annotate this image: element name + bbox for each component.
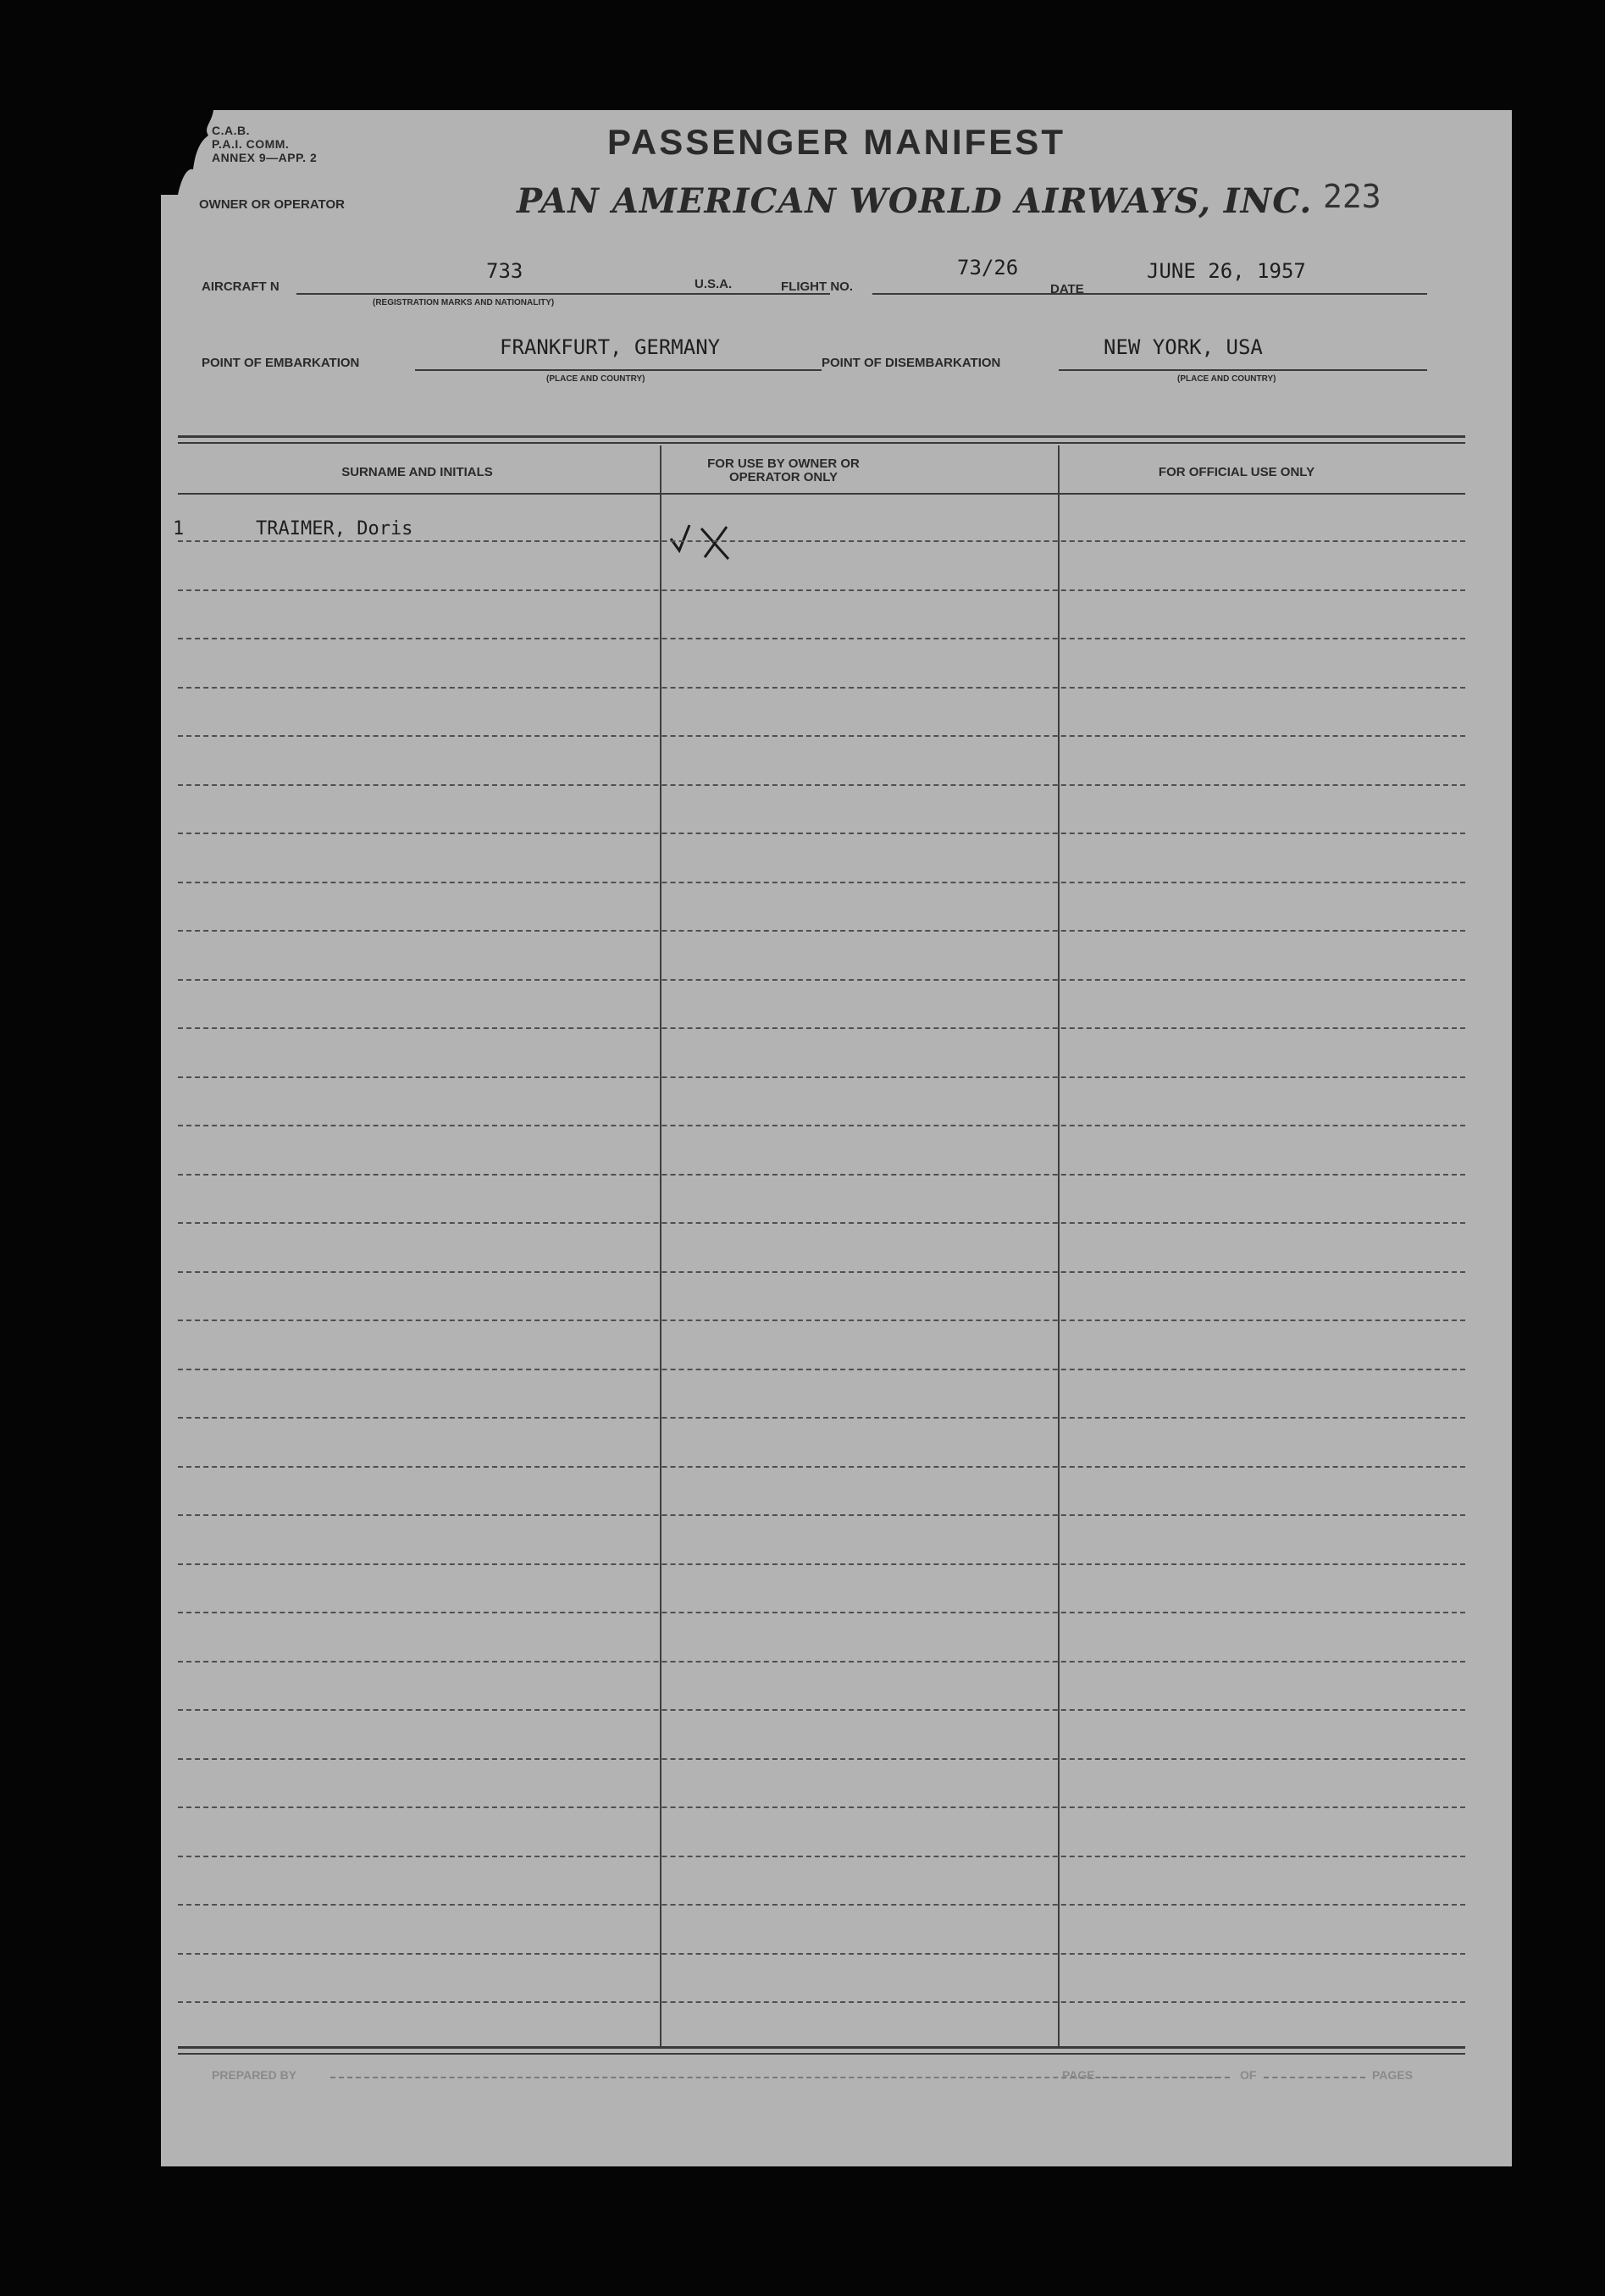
page-label: PAGE	[1062, 2068, 1095, 2082]
of-line	[1264, 2077, 1365, 2078]
table-top-rule	[178, 435, 1465, 438]
table-row-line	[178, 1661, 1465, 1663]
table-bottom-rule-2	[178, 2053, 1465, 2055]
table-row-line	[178, 1466, 1465, 1468]
table-row-line	[178, 930, 1465, 932]
company-name: PAN AMERICAN WORLD AIRWAYS, INC.	[517, 181, 1313, 221]
table-row-line	[178, 1222, 1465, 1224]
manifest-page	[161, 110, 1512, 2166]
of-label: OF	[1240, 2068, 1257, 2082]
table-row-line	[178, 1904, 1465, 1906]
table-row-line	[178, 833, 1465, 834]
table-row-line	[178, 1514, 1465, 1516]
date-line	[1091, 293, 1427, 295]
table-row-line	[178, 1563, 1465, 1565]
aircraft-line	[296, 293, 830, 295]
disembarkation-line	[1059, 369, 1427, 371]
page-number: 223	[1323, 178, 1381, 215]
table-row-line	[178, 1806, 1465, 1808]
row-number: 1	[173, 518, 185, 539]
aircraft-caption: (REGISTRATION MARKS AND NATIONALITY)	[373, 298, 555, 307]
table-row-line	[178, 1953, 1465, 1955]
disembarkation-caption: (PLACE AND COUNTRY)	[1177, 374, 1276, 384]
owner-label: OWNER OR OPERATOR	[199, 197, 345, 212]
table-row-line	[178, 2001, 1465, 2003]
pages-label: PAGES	[1372, 2068, 1413, 2082]
date-label: DATE	[1050, 282, 1084, 296]
corner-line: ANNEX 9—APP. 2	[212, 151, 318, 164]
table-row-line	[178, 1612, 1465, 1613]
corner-line: P.A.I. COMM.	[212, 137, 290, 151]
passenger-name: TRAIMER, Doris	[256, 518, 413, 539]
aircraft-value: 733	[486, 259, 523, 283]
table-row-line	[178, 687, 1465, 689]
embarkation-value: FRANKFURT, GERMANY	[500, 335, 721, 359]
table-row-line	[178, 1027, 1465, 1029]
disembarkation-label: POINT OF DISEMBARKATION	[822, 356, 1001, 370]
table-row-line	[178, 882, 1465, 883]
column-header-surname: SURNAME AND INITIALS	[341, 465, 493, 479]
table-row-line	[178, 1271, 1465, 1273]
embarkation-caption: (PLACE AND COUNTRY)	[546, 374, 645, 384]
page-title: PASSENGER MANIFEST	[607, 122, 1065, 162]
column-header-official: FOR OFFICIAL USE ONLY	[1158, 465, 1315, 479]
disembarkation-value: NEW YORK, USA	[1104, 335, 1263, 359]
corner-line: C.A.B.	[212, 124, 250, 137]
embarkation-label: POINT OF EMBARKATION	[202, 356, 360, 370]
table-row-line	[178, 1369, 1465, 1370]
table-row-line	[178, 589, 1465, 591]
table-row-line	[178, 1125, 1465, 1126]
usa-label: U.S.A.	[695, 277, 733, 291]
table-row-line	[178, 784, 1465, 786]
table-row-line	[178, 1709, 1465, 1711]
column-header-operator: FOR USE BY OWNER OR OPERATOR ONLY	[707, 456, 860, 484]
aircraft-label: AIRCRAFT N	[202, 279, 279, 294]
table-row-line	[178, 1076, 1465, 1078]
page-line	[1103, 2077, 1230, 2078]
table-row-line	[178, 979, 1465, 981]
table-row-line	[178, 1856, 1465, 1857]
table-row-line	[178, 540, 1465, 542]
table-row-line	[178, 1417, 1465, 1419]
table-bottom-rule	[178, 2046, 1465, 2049]
flight-label: FLIGHT NO.	[781, 279, 853, 294]
table-row-line	[178, 1174, 1465, 1176]
table-top-rule-2	[178, 442, 1465, 444]
flight-value: 73/26	[957, 256, 1019, 279]
prepared-by-label: PREPARED BY	[212, 2068, 297, 2082]
table-row-line	[178, 735, 1465, 737]
table-row-line	[178, 1320, 1465, 1321]
table-row-line	[178, 1758, 1465, 1760]
table-row-line	[178, 638, 1465, 639]
date-value: JUNE 26, 1957	[1147, 259, 1306, 283]
header-under-rule	[178, 493, 1465, 495]
embarkation-line	[415, 369, 822, 371]
